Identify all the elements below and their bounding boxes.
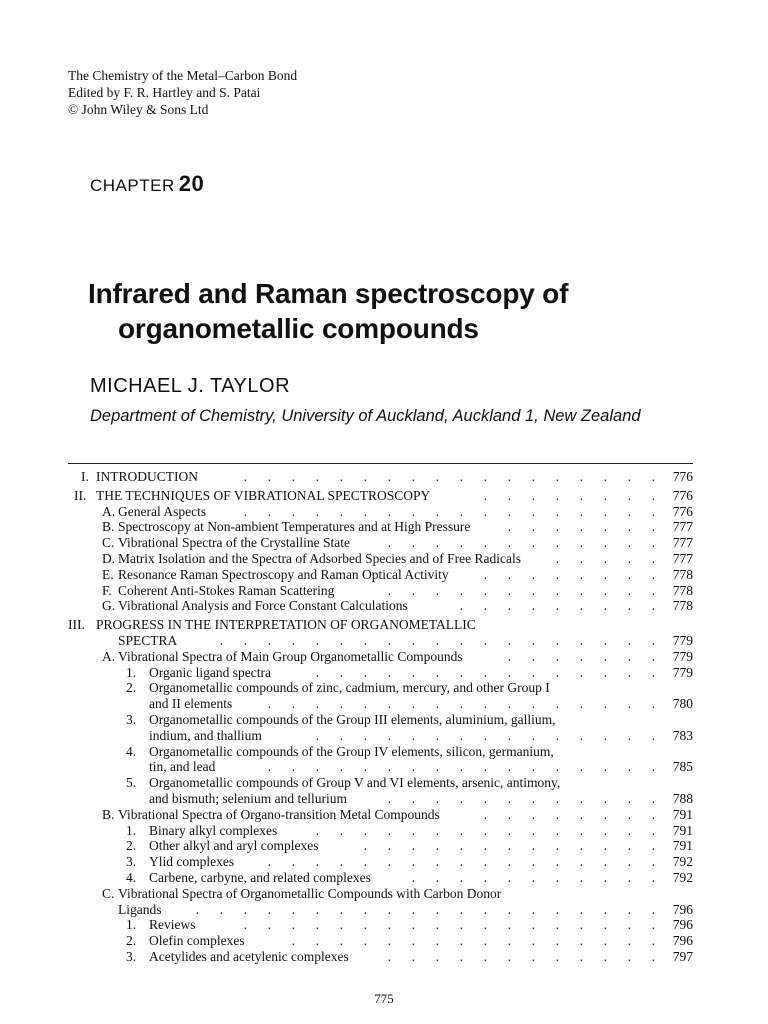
toc-entry-page: 788 (672, 790, 693, 806)
toc-entry-title: Carbene, carbyne, and related complexes (149, 869, 371, 885)
toc-entry (68, 807, 693, 823)
toc-entry-number: C. (102, 535, 115, 551)
toc-entry-title: Organometallic compounds of zinc, cadmium, mercury, and other Group I (149, 680, 550, 696)
toc-entry-title: Coherent Anti-Stokes Raman Scattering (118, 582, 335, 598)
toc-entry-title: and bismuth; selenium and tellurium (149, 790, 347, 806)
toc-entry-title: Acetylides and acetylenic complexes (149, 948, 349, 964)
toc-entry-number: A. (102, 648, 116, 664)
toc-entry (68, 870, 693, 886)
toc-entry (68, 917, 693, 933)
toc-entry-title: indium, and thallium (149, 727, 262, 743)
author-affiliation: Department of Chemistry, University of Auckland, Auckland 1, New Zealand (90, 407, 641, 425)
toc-entry (68, 696, 693, 712)
toc-entry (68, 551, 693, 567)
toc-entry (68, 759, 693, 775)
author-name: MICHAEL J. TAYLOR (90, 375, 291, 397)
toc-entry-page: 776 (672, 487, 693, 503)
toc-entry-page: 779 (672, 648, 693, 664)
toc-entry-number: 4. (126, 869, 137, 885)
toc-entry-number: G. (102, 598, 116, 614)
chapter-label: CHAPTER (90, 176, 175, 195)
chapter-number: 20 (178, 171, 205, 196)
toc-entry-page: 783 (672, 727, 693, 743)
page-number: 775 (374, 991, 394, 1006)
toc-leader-dots: . . . . . . . . (483, 806, 655, 822)
toc-leader-dots: . . . . . . . . (483, 566, 655, 582)
toc-entry-title: Matrix Isolation and the Spectra of Adsorbed Species and of Free Radicals (118, 550, 522, 566)
toc-leader-dots: . . . . . . . . . . . . . . . (315, 664, 655, 680)
toc-entry-title: SPECTRA (118, 632, 178, 648)
toc-leader-dots: . . . . . . . (507, 519, 655, 535)
toc-entry-title: PROGRESS IN THE INTERPRETATION OF ORGANOMETALLIC (96, 617, 476, 633)
toc-entry-number: 5. (126, 775, 137, 791)
toc-entry-title: Organometallic compounds of Group V and VI elements, arsenic, antimony, (149, 775, 561, 791)
toc-entry-title: Binary alkyl complexes (149, 822, 278, 838)
toc-entry-number: D. (102, 550, 116, 566)
toc-entry-title: Vibrational Spectra of Organo-transition Metal Compounds (118, 806, 440, 822)
toc-leader-dots: . . . . . . . . . . . . (387, 582, 655, 598)
toc-entry-page: 797 (672, 948, 693, 964)
chapter-title (88, 276, 568, 346)
toc-entry-title: Organometallic compounds of the Group III elements, aluminium, gallium, (149, 711, 556, 727)
chapter-title-line-2: organometallic compounds (118, 313, 479, 344)
toc-entry (68, 854, 693, 870)
toc-entry-page: 779 (672, 632, 693, 648)
source-info (68, 67, 297, 118)
toc-leader-dots: . . . . . . . . . . . . . . . . . (267, 854, 655, 870)
toc-entry (68, 567, 693, 583)
toc-entry-page: 779 (672, 664, 693, 680)
toc-entry-page: 785 (672, 759, 693, 775)
toc-entry-title: tin, and lead (149, 759, 216, 775)
toc-leader-dots: . . . . . . . . . . . . . . . . (291, 933, 655, 949)
toc-leader-dots: . . . . . . . . . (459, 598, 655, 614)
toc-entry-title: Resonance Raman Spectroscopy and Raman Optical Activity (118, 566, 449, 582)
toc-entry-title: THE TECHNIQUES OF VIBRATIONAL SPECTROSCOPY (96, 487, 431, 503)
toc-leader-dots: . . . . . . . . . . . . (387, 948, 655, 964)
toc-entry-page: 796 (672, 901, 693, 917)
toc-entry (68, 744, 693, 760)
toc-entry (68, 598, 693, 614)
toc-entry-title: Ylid complexes (149, 854, 235, 870)
toc-entry (68, 712, 693, 728)
toc-entry-number: 4. (126, 743, 137, 759)
toc-entry-number: E. (102, 566, 114, 582)
toc-entry-number: 1. (126, 917, 137, 933)
toc-entry-number: 3. (126, 948, 137, 964)
toc-leader-dots: . . . . . . . . . . . . . . . . . (267, 696, 655, 712)
toc-entry-title: Olefin complexes (149, 933, 245, 949)
toc-leader-dots: . . . . . . . . . . . . . . . . . . (243, 469, 655, 484)
toc-entry (68, 665, 693, 681)
toc-entry-page: 791 (672, 822, 693, 838)
toc-entry (68, 519, 693, 535)
toc-entry-page: 792 (672, 869, 693, 885)
toc-entry (68, 488, 693, 504)
toc-leader-dots: . . . . . . . . . . . . . . . (315, 822, 655, 838)
toc-entry (68, 823, 693, 839)
toc-entry-title: Vibrational Spectra of Organometallic Compounds with Carbon Donor (118, 885, 502, 901)
toc-entry-page: 778 (672, 598, 693, 614)
toc-entry-title: Vibrational Spectra of Main Group Organometallic Compounds (118, 648, 463, 664)
toc-leader-dots: . . . . . . . . . . . . (387, 535, 655, 551)
toc-entry (68, 902, 693, 918)
toc-entry (68, 775, 693, 791)
toc-entry-number: 2. (126, 838, 137, 854)
toc-entry (68, 728, 693, 744)
toc-leader-dots: . . . . . . . . . . . . . . . . . . . . (195, 901, 655, 917)
toc-entry (68, 633, 693, 649)
toc-entry-title: and II elements (149, 696, 233, 712)
toc-leader-dots: . . . . . . . . . . . . . (363, 838, 655, 854)
toc-entry-title: Vibrational Spectra of the Crystalline State (118, 535, 350, 551)
toc-entry-title: INTRODUCTION (96, 469, 198, 484)
toc-entry (68, 504, 693, 520)
toc-entry-page: 792 (672, 854, 693, 870)
toc-entry-page: 776 (672, 503, 693, 519)
toc-entry-title: Spectroscopy at Non-ambient Temperatures and at High Pressure (118, 519, 471, 535)
toc-entry-number: II. (74, 487, 87, 503)
toc-entry-page: 778 (672, 566, 693, 582)
toc-entry (68, 886, 693, 902)
toc-entry (68, 791, 693, 807)
toc-entry (68, 617, 693, 633)
toc-entry-number: 3. (126, 854, 137, 870)
toc-leader-dots: . . . . . . . (507, 648, 655, 664)
chapter-title-line-1: Infrared and Raman spectroscopy of (88, 278, 569, 309)
toc-entry (68, 949, 693, 965)
book-title: The Chemistry of the Metal–Carbon Bond (68, 68, 298, 83)
toc-entry-title: Reviews (149, 917, 196, 933)
toc-leader-dots: . . . . . (555, 550, 655, 566)
toc-leader-dots: . . . . . . . . . . . . . . . . . . (243, 917, 655, 933)
toc-entry-number: 2. (126, 933, 137, 949)
toc-entry-page: 776 (672, 469, 693, 484)
editors: Edited by F. R. Hartley and S. Patai (68, 85, 261, 100)
toc-entry-page: 777 (672, 519, 693, 535)
toc-leader-dots: . . . . . . . . . . . . . . . . . . (243, 503, 655, 519)
toc-entry (68, 469, 693, 485)
toc-entry (68, 535, 693, 551)
table-of-contents (68, 469, 693, 965)
toc-entry-number: 1. (126, 664, 137, 680)
toc-entry-title: Organic ligand spectra (149, 664, 271, 680)
chapter-heading (90, 171, 204, 197)
toc-leader-dots: . . . . . . . . . . . . . . . . . (267, 759, 655, 775)
toc-leader-dots: . . . . . . . . . . . (411, 869, 655, 885)
toc-entry-number: III. (68, 617, 85, 633)
toc-entry (68, 933, 693, 949)
toc-entry-title: Other alkyl and aryl complexes (149, 838, 319, 854)
toc-leader-dots: . . . . . . . . . . . . . . . . . . . (219, 632, 655, 648)
toc-entry (68, 680, 693, 696)
toc-entry-number: 1. (126, 822, 137, 838)
toc-entry-page: 791 (672, 806, 693, 822)
toc-entry-page: 780 (672, 696, 693, 712)
toc-entry-title: Organometallic compounds of the Group IV elements, silicon, germanium, (149, 743, 554, 759)
toc-entry-number: 3. (126, 711, 137, 727)
toc-leader-dots: . . . . . . . . . . . . (387, 790, 655, 806)
copyright: © John Wiley & Sons Ltd (68, 102, 209, 117)
toc-entry-page: 796 (672, 933, 693, 949)
toc-entry-number: B. (102, 519, 115, 535)
toc-entry-number: B. (102, 806, 115, 822)
toc-leader-dots: . . . . . . . . . . . . . . . (315, 727, 655, 743)
toc-entry-number: A. (102, 503, 116, 519)
toc-entry-page: 796 (672, 917, 693, 933)
toc-entry-title: Ligands (118, 901, 162, 917)
toc-entry (68, 583, 693, 599)
toc-entry-number: I. (81, 469, 89, 484)
toc-entry-title: Vibrational Analysis and Force Constant Calculations (118, 598, 408, 614)
toc-entry-page: 777 (672, 535, 693, 551)
divider (68, 463, 693, 464)
toc-entry-title: General Aspects (118, 503, 207, 519)
toc-entry-page: 778 (672, 582, 693, 598)
toc-entry-page: 791 (672, 838, 693, 854)
toc-entry (68, 838, 693, 854)
toc-entry-number: 2. (126, 680, 137, 696)
toc-leader-dots: . . . . . . . . (483, 487, 655, 503)
toc-entry (68, 649, 693, 665)
toc-entry-number: C. (102, 885, 115, 901)
toc-entry-number: F. (102, 582, 112, 598)
toc-entry-page: 777 (672, 550, 693, 566)
